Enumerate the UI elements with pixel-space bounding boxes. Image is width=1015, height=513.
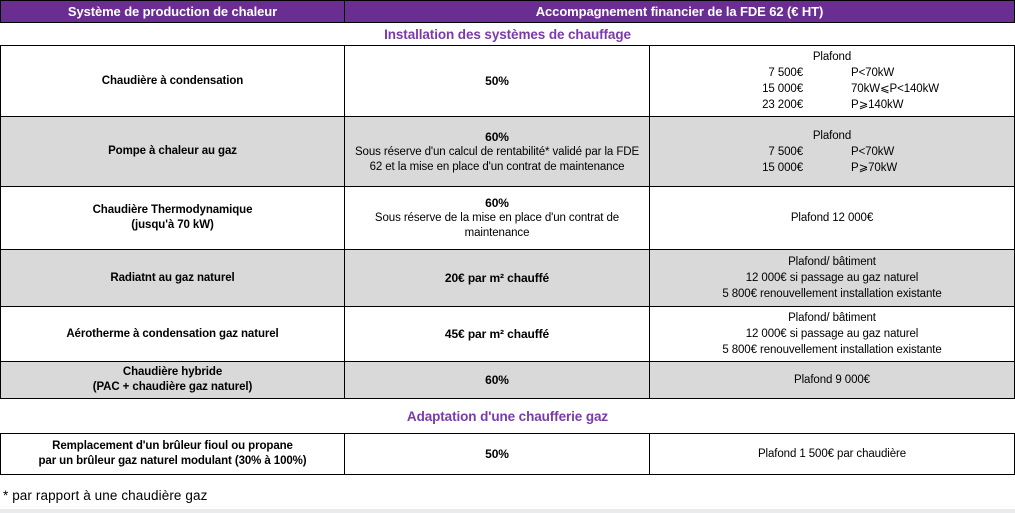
ceiling-text: Plafond 1 500€ par chaudière <box>757 448 907 460</box>
aid-value: 45€ par m² chauffé <box>444 327 550 341</box>
system-label: (jusqu'à 70 kW) <box>131 219 214 231</box>
system-cell <box>1 362 345 398</box>
aid-cell <box>345 46 650 116</box>
system-cell <box>1 117 345 186</box>
table-row <box>1 307 1014 362</box>
system-label: Aérotherme à condensation gaz naturel <box>66 327 279 340</box>
system-label: Chaudière hybride <box>122 366 223 378</box>
ceiling-cell <box>650 46 1014 116</box>
aid-value: 60% <box>485 373 509 387</box>
aid-note: Sous réserve de la mise en place d'un contrat de maintenance <box>374 212 620 239</box>
ceiling-condition: P⩾140kW <box>851 99 904 111</box>
system-label: Chaudière à condensation <box>101 74 244 87</box>
system-label: Pompe à chaleur au gaz <box>108 145 237 157</box>
header-cell-system: Système de production de chaleur <box>1 1 345 22</box>
table-row <box>1 187 1014 250</box>
ceiling-condition: 70kW⩽P<140kW <box>851 83 940 95</box>
ceiling-text: Plafond 9 000€ <box>794 374 870 386</box>
ceiling-text: 5 800€ renouvellement installation existante <box>722 344 942 356</box>
ceiling-amount: 7 500€ <box>768 145 803 158</box>
system-label: Chaudière Thermodynamique <box>92 204 253 216</box>
system-label: Radiatnt au gaz naturel <box>110 271 235 284</box>
table-row <box>1 117 1014 187</box>
table-row <box>1 46 1014 117</box>
ceiling-amount: 7 500€ <box>768 67 803 79</box>
system-cell <box>1 250 345 306</box>
subsidy-table <box>0 45 1015 399</box>
ceiling-amounts <box>655 65 1009 113</box>
system-cell <box>1 307 345 361</box>
aid-value: 50% <box>485 74 509 88</box>
table-header-row <box>0 0 1015 23</box>
ceiling-cell <box>650 307 1014 361</box>
ceiling-header: Plafond <box>812 51 852 63</box>
aid-cell <box>345 117 650 186</box>
header-cell-financial-aid: Accompagnement financier de la FDE 62 (€ HT) <box>345 1 1014 22</box>
ceiling-cell <box>650 362 1014 398</box>
ceiling-condition: P⩾70kW <box>851 161 898 174</box>
ceiling-text: Plafond/ bâtiment <box>788 256 876 268</box>
ceiling-cell <box>650 434 1014 474</box>
ceiling-condition: P<70kW <box>851 145 895 158</box>
system-cell <box>1 46 345 116</box>
system-label: Remplacement d'un brûleur fioul ou propane <box>52 440 293 452</box>
ceiling-text: Plafond 12 000€ <box>790 212 874 224</box>
ceiling-condition: P<70kW <box>851 67 895 79</box>
ceiling-text: 5 800€ renouvellement installation existante <box>722 288 942 300</box>
aid-cell <box>345 362 650 398</box>
table-row <box>1 250 1014 307</box>
aid-cell <box>345 307 650 361</box>
aid-value: 60% <box>485 196 509 210</box>
aid-value: 50% <box>485 447 509 461</box>
aid-cell <box>345 434 650 474</box>
ceiling-amounts <box>655 144 1009 176</box>
system-label: (PAC + chaudière gaz naturel) <box>92 381 253 393</box>
table-row <box>1 362 1014 398</box>
ceiling-text: 12 000€ si passage au gaz naturel <box>745 272 919 284</box>
ceiling-amount: 15 000€ <box>762 83 803 95</box>
ceiling-cell <box>650 250 1014 306</box>
ceiling-header: Plafond <box>812 129 852 142</box>
table-sections-container <box>0 23 1015 475</box>
ceiling-amount: 15 000€ <box>762 161 803 174</box>
ceiling-text: 12 000€ si passage au gaz naturel <box>745 328 919 340</box>
subsidy-table <box>0 433 1015 475</box>
system-cell <box>1 434 345 474</box>
aid-note: Sous réserve d'un calcul de rentabilité* validé par la FDE 62 et la mise en place d'un contrat de maintenance <box>354 145 640 173</box>
aid-value: 20€ par m² chauffé <box>444 271 550 285</box>
aid-cell <box>345 187 650 249</box>
table-row <box>1 434 1014 474</box>
window-bottom-edge <box>0 509 1015 513</box>
aid-value: 60% <box>485 129 509 144</box>
ceiling-amount: 23 200€ <box>762 99 803 111</box>
ceiling-cell <box>650 187 1014 249</box>
system-cell <box>1 187 345 249</box>
section-title: Installation des systèmes de chauffage <box>384 26 631 42</box>
system-label: par un brûleur gaz naturel modulant (30% à 100%) <box>38 455 307 467</box>
ceiling-text: Plafond/ bâtiment <box>788 312 876 324</box>
ceiling-cell <box>650 117 1014 186</box>
section-title: Adaptation d'une chaufferie gaz <box>406 408 609 424</box>
aid-cell <box>345 250 650 306</box>
footnote: * par rapport à une chaudière gaz <box>3 488 208 503</box>
